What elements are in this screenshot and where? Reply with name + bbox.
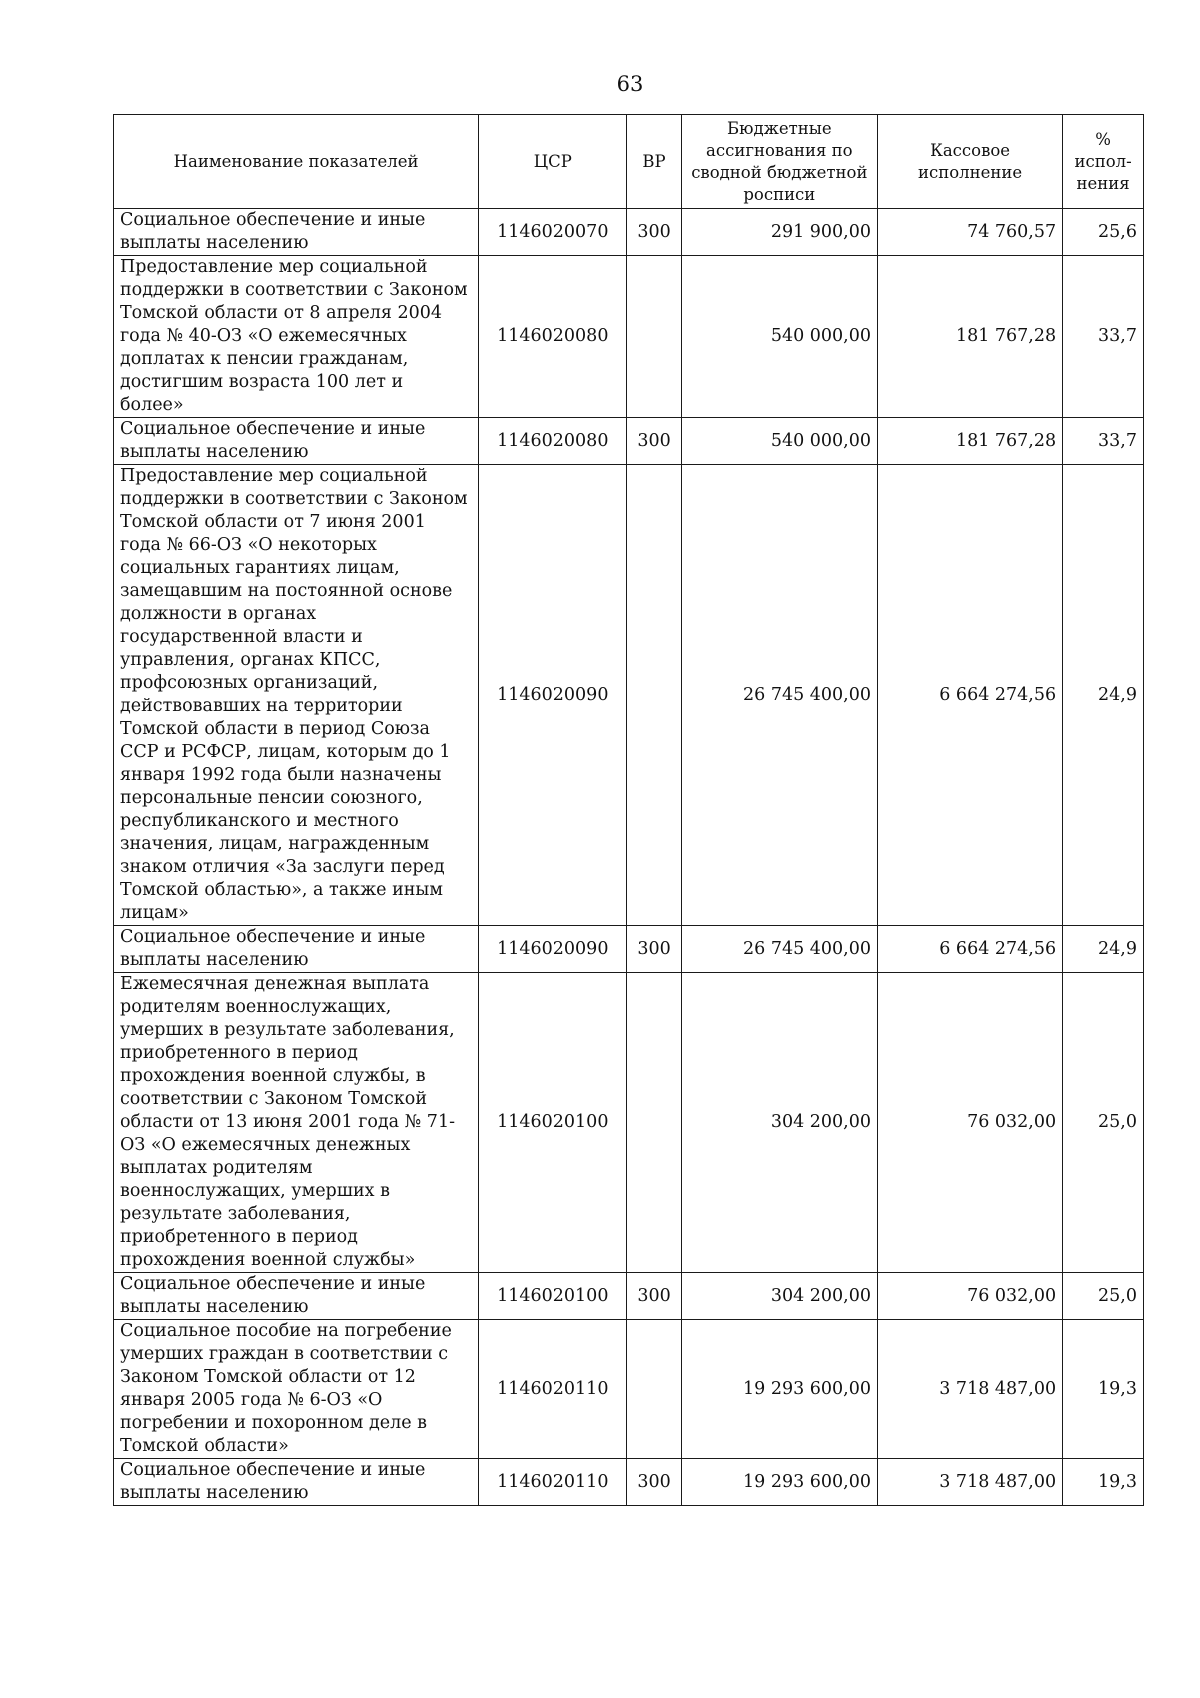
row-cash-execution: 76 032,00 bbox=[878, 1273, 1063, 1320]
header-vr: ВР bbox=[627, 115, 681, 209]
row-csr: 1146020100 bbox=[479, 973, 627, 1273]
row-indicator-name: Социальное обеспечение и иные выплаты населению bbox=[114, 926, 479, 973]
row-indicator-name: Предоставление мер социальной поддержки в соответствии с Законом Томской области от 7 июня 2001 года № 66-ОЗ «О некоторых социальных гарантиях лицам, замещавшим на постоянной основе должности в органах государственной власти и управления, органах КПСС, профсоюзных организаций, действовавших на территории Томской области в период Союза ССР и РСФСР, лицам, которым до 1 января 1992 года были назначены персональные пенсии союзного, республиканского и местного значения, лицам, награжденным знаком отличия «За заслуги перед Томской областью», а также иным лицам» bbox=[114, 465, 479, 926]
page-number: 63 bbox=[616, 72, 644, 96]
row-indicator-name: Ежемесячная денежная выплата родителям военнослужащих, умерших в результате заболевания, приобретенного в период прохождения военной службы, в соответствии с Законом Томской области от 13 июня 2001 года № 71-ОЗ «О ежемесячных денежных выплатах родителям военнослужащих, умерших в результате заболевания, приобретенного в период прохождения военной службы» bbox=[114, 973, 479, 1273]
row-budget: 19 293 600,00 bbox=[681, 1320, 877, 1459]
row-cash-execution: 3 718 487,00 bbox=[878, 1459, 1063, 1506]
row-cash-execution: 6 664 274,56 bbox=[878, 465, 1063, 926]
row-budget: 26 745 400,00 bbox=[681, 926, 877, 973]
row-cash-execution: 181 767,28 bbox=[878, 418, 1063, 465]
header-csr: ЦСР bbox=[479, 115, 627, 209]
row-percent: 24,9 bbox=[1063, 465, 1144, 926]
header-row bbox=[114, 115, 1144, 209]
row-cash-execution: 76 032,00 bbox=[878, 973, 1063, 1273]
row-budget: 540 000,00 bbox=[681, 256, 877, 418]
row-cash-execution: 6 664 274,56 bbox=[878, 926, 1063, 973]
table-body bbox=[114, 209, 1144, 1506]
table-row bbox=[114, 418, 1144, 465]
row-csr: 1146020080 bbox=[479, 256, 627, 418]
row-percent: 25,0 bbox=[1063, 1273, 1144, 1320]
row-vr bbox=[627, 465, 681, 926]
row-csr: 1146020100 bbox=[479, 1273, 627, 1320]
row-percent: 19,3 bbox=[1063, 1459, 1144, 1506]
row-csr: 1146020090 bbox=[479, 926, 627, 973]
row-indicator-name: Социальное обеспечение и иные выплаты населению bbox=[114, 1273, 479, 1320]
row-indicator-name: Социальное обеспечение и иные выплаты населению bbox=[114, 209, 479, 256]
row-vr bbox=[627, 973, 681, 1273]
row-indicator-name: Социальное обеспечение и иные выплаты населению bbox=[114, 418, 479, 465]
row-csr: 1146020090 bbox=[479, 465, 627, 926]
row-budget: 26 745 400,00 bbox=[681, 465, 877, 926]
row-percent: 25,6 bbox=[1063, 209, 1144, 256]
row-vr: 300 bbox=[627, 1459, 681, 1506]
row-percent: 24,9 bbox=[1063, 926, 1144, 973]
header-indicator-name: Наименование показателей bbox=[114, 115, 479, 209]
table-row bbox=[114, 1273, 1144, 1320]
row-budget: 304 200,00 bbox=[681, 973, 877, 1273]
header-cash-execution: Кассовое исполнение bbox=[878, 115, 1063, 209]
row-csr: 1146020110 bbox=[479, 1320, 627, 1459]
table-row bbox=[114, 1459, 1144, 1506]
row-percent: 19,3 bbox=[1063, 1320, 1144, 1459]
row-csr: 1146020070 bbox=[479, 209, 627, 256]
row-vr: 300 bbox=[627, 926, 681, 973]
row-percent: 33,7 bbox=[1063, 256, 1144, 418]
row-percent: 33,7 bbox=[1063, 418, 1144, 465]
row-budget: 19 293 600,00 bbox=[681, 1459, 877, 1506]
row-cash-execution: 181 767,28 bbox=[878, 256, 1063, 418]
row-indicator-name: Социальное обеспечение и иные выплаты населению bbox=[114, 1459, 479, 1506]
row-cash-execution: 74 760,57 bbox=[878, 209, 1063, 256]
row-budget: 291 900,00 bbox=[681, 209, 877, 256]
row-vr bbox=[627, 256, 681, 418]
table-row bbox=[114, 973, 1144, 1273]
budget-execution-table bbox=[113, 114, 1144, 1506]
row-vr: 300 bbox=[627, 209, 681, 256]
header-execution-percent: % испол-нения bbox=[1063, 115, 1144, 209]
row-csr: 1146020080 bbox=[479, 418, 627, 465]
row-indicator-name: Социальное пособие на погребение умерших граждан в соответствии с Законом Томской области от 12 января 2005 года № 6-ОЗ «О погребении и похоронном деле в Томской области» bbox=[114, 1320, 479, 1459]
table-header bbox=[114, 115, 1144, 209]
table-row bbox=[114, 209, 1144, 256]
row-csr: 1146020110 bbox=[479, 1459, 627, 1506]
row-vr: 300 bbox=[627, 1273, 681, 1320]
table-row bbox=[114, 256, 1144, 418]
header-budget-allocations: Бюджетные ассигнования по сводной бюджетной росписи bbox=[681, 115, 877, 209]
row-percent: 25,0 bbox=[1063, 973, 1144, 1273]
row-vr bbox=[627, 1320, 681, 1459]
table-row bbox=[114, 926, 1144, 973]
row-vr: 300 bbox=[627, 418, 681, 465]
row-cash-execution: 3 718 487,00 bbox=[878, 1320, 1063, 1459]
table-row bbox=[114, 1320, 1144, 1459]
row-indicator-name: Предоставление мер социальной поддержки в соответствии с Законом Томской области от 8 апреля 2004 года № 40-ОЗ «О ежемесячных доплатах к пенсии гражданам, достигшим возраста 100 лет и более» bbox=[114, 256, 479, 418]
row-budget: 540 000,00 bbox=[681, 418, 877, 465]
row-budget: 304 200,00 bbox=[681, 1273, 877, 1320]
table-row bbox=[114, 465, 1144, 926]
